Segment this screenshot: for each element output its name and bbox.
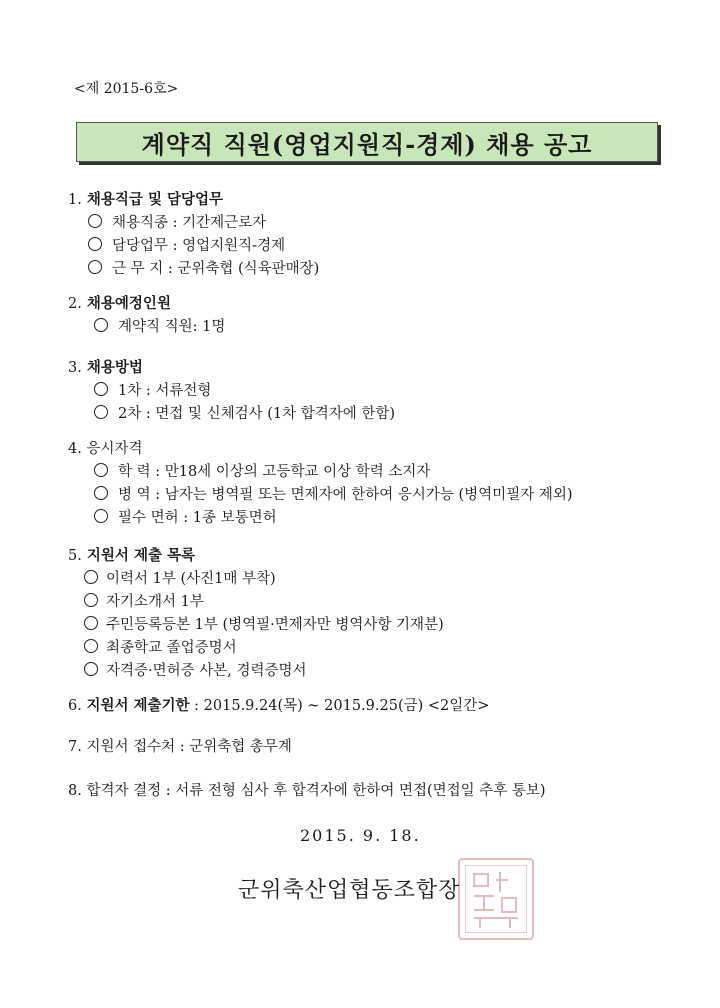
section-5: [68, 544, 444, 683]
section-heading: [68, 544, 444, 568]
section-title: 응시자격: [86, 441, 143, 457]
issuer-name: 군위축산업협동조합장: [238, 878, 461, 903]
section-title: 지원서 제출 목록: [86, 547, 196, 564]
section-title: 채용방법: [86, 359, 143, 376]
list-item: 최종학교 졸업증명서: [84, 637, 444, 660]
list-item: 주민등록등본 1부 (병역필·면제자만 병역사항 기재분): [84, 614, 444, 637]
list-item: 학 력 : 만18세 이상의 고등학교 이상 학력 소지자: [94, 461, 572, 484]
circle-bullet-icon: [94, 463, 108, 477]
circle-bullet-icon: [84, 570, 98, 584]
issue-date: 2015. 9. 18.: [300, 826, 421, 845]
list-item: 필수 면허 : 1종 보통면허: [94, 507, 572, 530]
circle-bullet-icon: [94, 405, 108, 419]
circle-bullet-icon: [84, 593, 98, 607]
official-seal-icon: [458, 858, 534, 940]
section-number: 3.: [68, 360, 82, 376]
section-number: 6.: [68, 698, 82, 714]
section-text: : 군위축협 총무계: [175, 739, 292, 755]
section-4: [68, 438, 572, 530]
circle-bullet-icon: [94, 486, 108, 500]
document-number: <제 2015-6호>: [74, 81, 179, 97]
section-text: : 2015.9.24(목) ~ 2015.9.25(금) <2일간>: [189, 698, 490, 714]
section-title: 지원서 제출기한: [86, 697, 190, 714]
section-number: 2.: [68, 296, 82, 312]
list-item: 병 역 : 남자는 병역필 또는 면제자에 한하여 응시가능 (병역미필자 제외): [94, 484, 572, 507]
circle-bullet-icon: [88, 214, 102, 228]
circle-bullet-icon: [94, 318, 108, 332]
section-heading: [68, 292, 225, 316]
circle-bullet-icon: [88, 237, 102, 251]
list-item: 2차 : 면접 및 신체검사 (1차 합격자에 한함): [94, 403, 395, 426]
section-heading: [68, 356, 395, 380]
section-number: 1.: [68, 192, 82, 208]
list-item: 자기소개서 1부: [84, 591, 444, 614]
section-title: 합격자 결정: [86, 783, 162, 799]
section-number: 5.: [68, 548, 82, 564]
section-text: : 서류 전형 심사 후 합격자에 한하여 면접(면접일 추후 통보): [161, 783, 546, 799]
circle-bullet-icon: [88, 260, 102, 274]
section-heading: [68, 188, 319, 212]
list-item: 1차 : 서류전형: [94, 380, 395, 403]
list-item: 계약직 직원: 1명: [94, 316, 225, 339]
section-1: [68, 188, 319, 281]
section-title: 지원서 접수처: [86, 739, 176, 755]
circle-bullet-icon: [84, 662, 98, 676]
title-box: [76, 122, 658, 162]
list-item: 담당업무 : 영업지원직-경제: [88, 235, 319, 258]
section-8: [68, 780, 546, 803]
section-number: 8.: [68, 783, 82, 799]
list-item: 이력서 1부 (사진1매 부착): [84, 568, 444, 591]
list-item: 근 무 지 : 군위축협 (식육판매장): [88, 258, 319, 281]
section-number: 4.: [68, 441, 82, 457]
page-title: 계약직 직원(영업지원직-경제) 채용 공고: [141, 129, 593, 159]
list-item: 자격증·면허증 사본, 경력증명서: [84, 660, 444, 683]
list-item: 채용직종 : 기간제근로자: [88, 212, 319, 235]
section-title: 채용예정인원: [86, 295, 171, 312]
section-number: 7.: [68, 739, 82, 755]
circle-bullet-icon: [94, 382, 108, 396]
section-title: 채용직급 및 담당업무: [86, 191, 224, 208]
section-3: [68, 356, 395, 426]
circle-bullet-icon: [94, 509, 108, 523]
circle-bullet-icon: [84, 616, 98, 630]
circle-bullet-icon: [84, 639, 98, 653]
section-7: [68, 736, 292, 759]
section-heading: [68, 438, 572, 461]
section-6: [68, 694, 489, 718]
section-2: [68, 292, 225, 339]
